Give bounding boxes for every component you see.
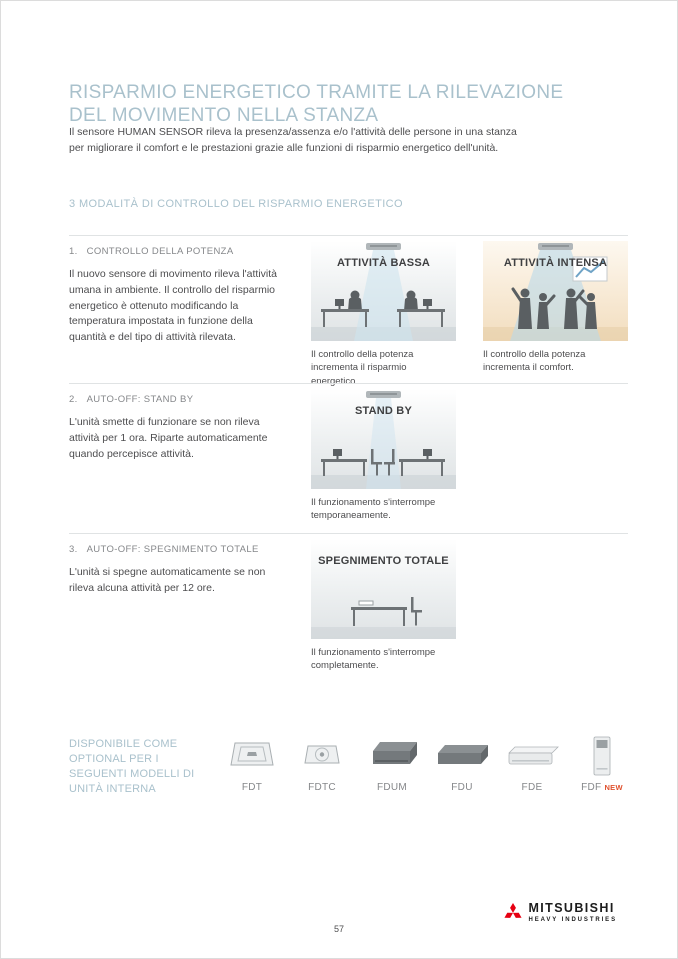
ceiling-unit-vent bbox=[542, 245, 569, 247]
page-title bbox=[69, 81, 563, 127]
figure-activity-high-caption: Il controllo della potenza incrementa il comfort. bbox=[483, 349, 586, 374]
model-fdu-label: FDU bbox=[451, 782, 473, 793]
ceiling-unit-vent bbox=[370, 245, 397, 247]
figure-standby-caption: Il funzionamento s'interrompe temporaneamente. bbox=[311, 497, 436, 522]
item-1-number: 1. bbox=[69, 246, 78, 257]
item-2-body: L'unità smette di funzionare se non rileva attività per 1 ora. Riparte automaticamente quando percepisce attività. bbox=[69, 416, 268, 460]
item-2-title: AUTO-OFF: STAND BY bbox=[86, 394, 194, 405]
figure-total-off-image bbox=[311, 539, 456, 639]
model-fdum-label: FDUM bbox=[376, 782, 408, 793]
figure-activity-low bbox=[311, 241, 456, 388]
item-1-figures bbox=[311, 241, 628, 388]
ceiling-suspended-unit-icon bbox=[504, 735, 560, 777]
empty-desk-icon bbox=[351, 597, 422, 626]
figure-total-off-caption: Il funzionamento s'interrompe completamente. bbox=[311, 647, 436, 672]
brand-name: MITSUBISHI bbox=[528, 901, 615, 915]
figure-activity-high-label: ATTIVITÀ INTENSA bbox=[503, 257, 608, 269]
model-fdf bbox=[573, 735, 631, 793]
figure-activity-low-image bbox=[311, 241, 456, 341]
item-3-body: L'unità si spegne automaticamente se non rileva alcuna attività per 12 ore. bbox=[69, 566, 266, 594]
model-fdf-label bbox=[573, 782, 631, 793]
figure-total-off-label: SPEGNIMENTO TOTALE bbox=[318, 555, 449, 567]
figure-activity-high bbox=[483, 241, 628, 388]
cassette-4way-icon bbox=[224, 735, 280, 777]
item-3-figures bbox=[311, 539, 456, 673]
model-fdum bbox=[363, 735, 421, 793]
model-row bbox=[223, 735, 631, 793]
model-fdu bbox=[433, 735, 491, 793]
model-fdt-label: FDT bbox=[241, 782, 263, 793]
item-1-body: Il nuovo sensore di movimento rileva l'attività umana in ambiente. Il controllo del risparmio energetico è ottenuto modificando la temperatura impostata in funzione della quantità e del tipo di attività rilevata. bbox=[69, 268, 278, 343]
new-badge: NEW bbox=[604, 783, 623, 792]
cassette-compact-icon bbox=[294, 735, 350, 777]
mode-item-standby bbox=[69, 383, 628, 533]
item-3-number: 3. bbox=[69, 544, 78, 555]
intro-text: Il sensore HUMAN SENSOR rileva la presenza/assenza e/o l'attività delle persone in una stanza per migliorare il comfort e le prestazioni grazie alle funzioni di risparmio energetico dell'unità. bbox=[69, 126, 517, 154]
model-fde bbox=[503, 735, 561, 793]
brand-logo bbox=[503, 902, 617, 923]
model-fdtc bbox=[293, 735, 351, 793]
page-title-line-2: DEL MOVIMENTO NELLA STANZA bbox=[69, 105, 379, 127]
item-1-title: CONTROLLO DELLA POTENZA bbox=[86, 246, 234, 257]
item-2-figures bbox=[311, 389, 456, 523]
item-3-title: AUTO-OFF: SPEGNIMENTO TOTALE bbox=[86, 544, 259, 555]
figure-activity-low-label: ATTIVITÀ BASSA bbox=[336, 257, 431, 269]
figure-standby bbox=[311, 389, 456, 523]
page-number: 57 bbox=[333, 924, 344, 934]
activity-low-scene bbox=[311, 241, 456, 341]
mitsubishi-diamonds-icon bbox=[503, 903, 523, 918]
mode-item-total-off bbox=[69, 533, 628, 693]
figure-standby-label: STAND BY bbox=[354, 405, 412, 417]
figure-activity-high-image bbox=[483, 241, 628, 341]
floor-shape bbox=[311, 627, 456, 639]
section-heading: 3 MODALITÀ DI CONTROLLO DEL RISPARMIO ENERGETICO bbox=[69, 198, 403, 210]
standby-scene bbox=[311, 389, 456, 489]
ducted-wide-unit-icon bbox=[434, 735, 490, 777]
figure-standby-image bbox=[311, 389, 456, 489]
figure-total-off bbox=[311, 539, 456, 673]
availability-heading: DISPONIBILE COME OPTIONAL PER I SEGUENTI MODELLI DI UNITÀ INTERNA bbox=[69, 738, 195, 795]
model-fdt bbox=[223, 735, 281, 793]
total-off-scene bbox=[311, 539, 456, 639]
model-fdtc-label: FDTC bbox=[308, 782, 336, 793]
ceiling-unit-vent bbox=[370, 393, 397, 395]
mode-item-power-control bbox=[69, 235, 628, 387]
brand-text bbox=[528, 902, 617, 923]
model-fde-label: FDE bbox=[521, 782, 543, 793]
floor-standing-unit-icon bbox=[574, 735, 630, 777]
brand-subtitle: HEAVY INDUSTRIES bbox=[528, 916, 617, 923]
item-2-number: 2. bbox=[69, 394, 78, 405]
page-title-line-1: RISPARMIO ENERGETICO TRAMITE LA RILEVAZIONE bbox=[69, 82, 564, 103]
model-fdf-text: FDF bbox=[581, 782, 602, 793]
ducted-unit-icon bbox=[364, 735, 420, 777]
figure-activity-low-caption: Il controllo della potenza incrementa il risparmio energetico. bbox=[311, 349, 414, 387]
activity-high-scene bbox=[483, 241, 628, 341]
